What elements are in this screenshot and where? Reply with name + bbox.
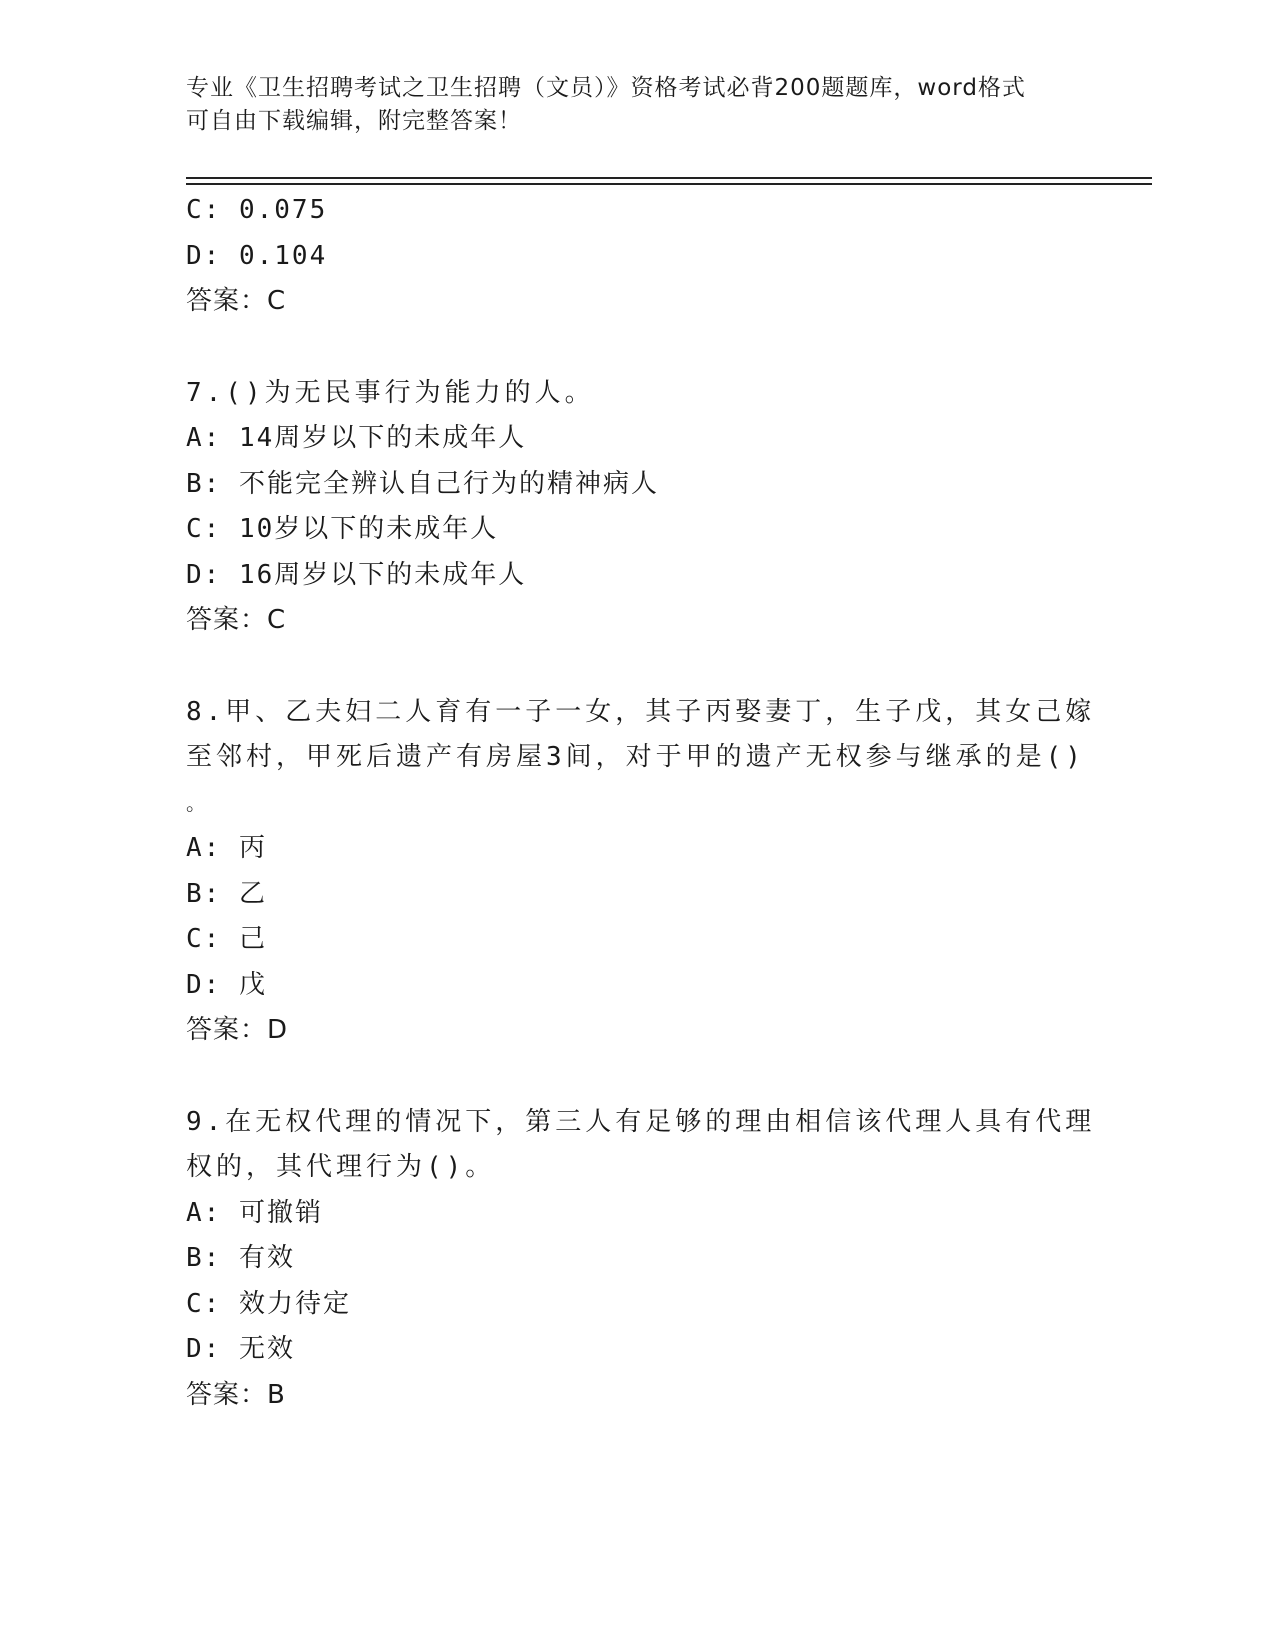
question-stem: 7.()为无民事行为能力的人。 xyxy=(186,377,595,408)
question-stem-line-2: 至邻村，甲死后遗产有房屋3间，对于甲的遗产无权参与继承的是() xyxy=(186,742,1085,772)
answer: 答案：C xyxy=(186,605,287,635)
option-c: C: 效力待定 xyxy=(186,1288,351,1319)
question-stem-line-1: 9.在无权代理的情况下，第三人有足够的理由相信该代理人具有代理 xyxy=(186,1106,1096,1137)
option-c: C: 0.075 xyxy=(186,195,328,225)
question-7 xyxy=(186,371,1086,644)
option-c: C: 10岁以下的未成年人 xyxy=(186,514,499,544)
option-d: D: 无效 xyxy=(186,1334,295,1364)
question-9 xyxy=(186,1100,1096,1419)
option-d: D: 戊 xyxy=(186,969,267,1000)
spacer xyxy=(186,325,1086,371)
option-a: A: 丙 xyxy=(186,833,267,863)
header-line-1: 专业《卫生招聘考试之卫生招聘（文员）》资格考试必背200题题库，word格式 xyxy=(186,75,1026,101)
option-a: A: 可撤销 xyxy=(186,1197,323,1228)
option-b: B: 不能完全辨认自己行为的精神病人 xyxy=(186,468,659,499)
spacer xyxy=(186,644,1086,690)
question-stem-line-3: 。 xyxy=(186,790,210,815)
option-a: A: 14周岁以下的未成年人 xyxy=(186,423,527,453)
header-divider-top xyxy=(186,177,1152,179)
answer: 答案：D xyxy=(186,1015,289,1045)
header-line-2: 可自由下载编辑，附完整答案！ xyxy=(186,108,522,134)
answer: 答案：B xyxy=(186,1379,286,1410)
option-d: D: 0.104 xyxy=(186,240,328,271)
option-c: C: 己 xyxy=(186,924,267,954)
question-stem-line-1: 8.甲、乙夫妇二人育有一子一女，其子丙娶妻丁，生子戊，其女己嫁 xyxy=(186,696,1096,727)
header-divider-bottom xyxy=(186,183,1152,185)
spacer xyxy=(186,1054,1086,1100)
option-b: B: 有效 xyxy=(186,1243,295,1273)
document-header xyxy=(186,72,1066,138)
question-6-tail xyxy=(186,188,1086,325)
question-list xyxy=(186,188,1096,1418)
answer: 答案：C xyxy=(186,286,287,316)
question-stem-line-2: 权的，其代理行为()。 xyxy=(186,1152,496,1182)
option-d: D: 16周岁以下的未成年人 xyxy=(186,559,527,590)
question-8 xyxy=(186,690,1096,1054)
option-b: B: 乙 xyxy=(186,878,267,909)
